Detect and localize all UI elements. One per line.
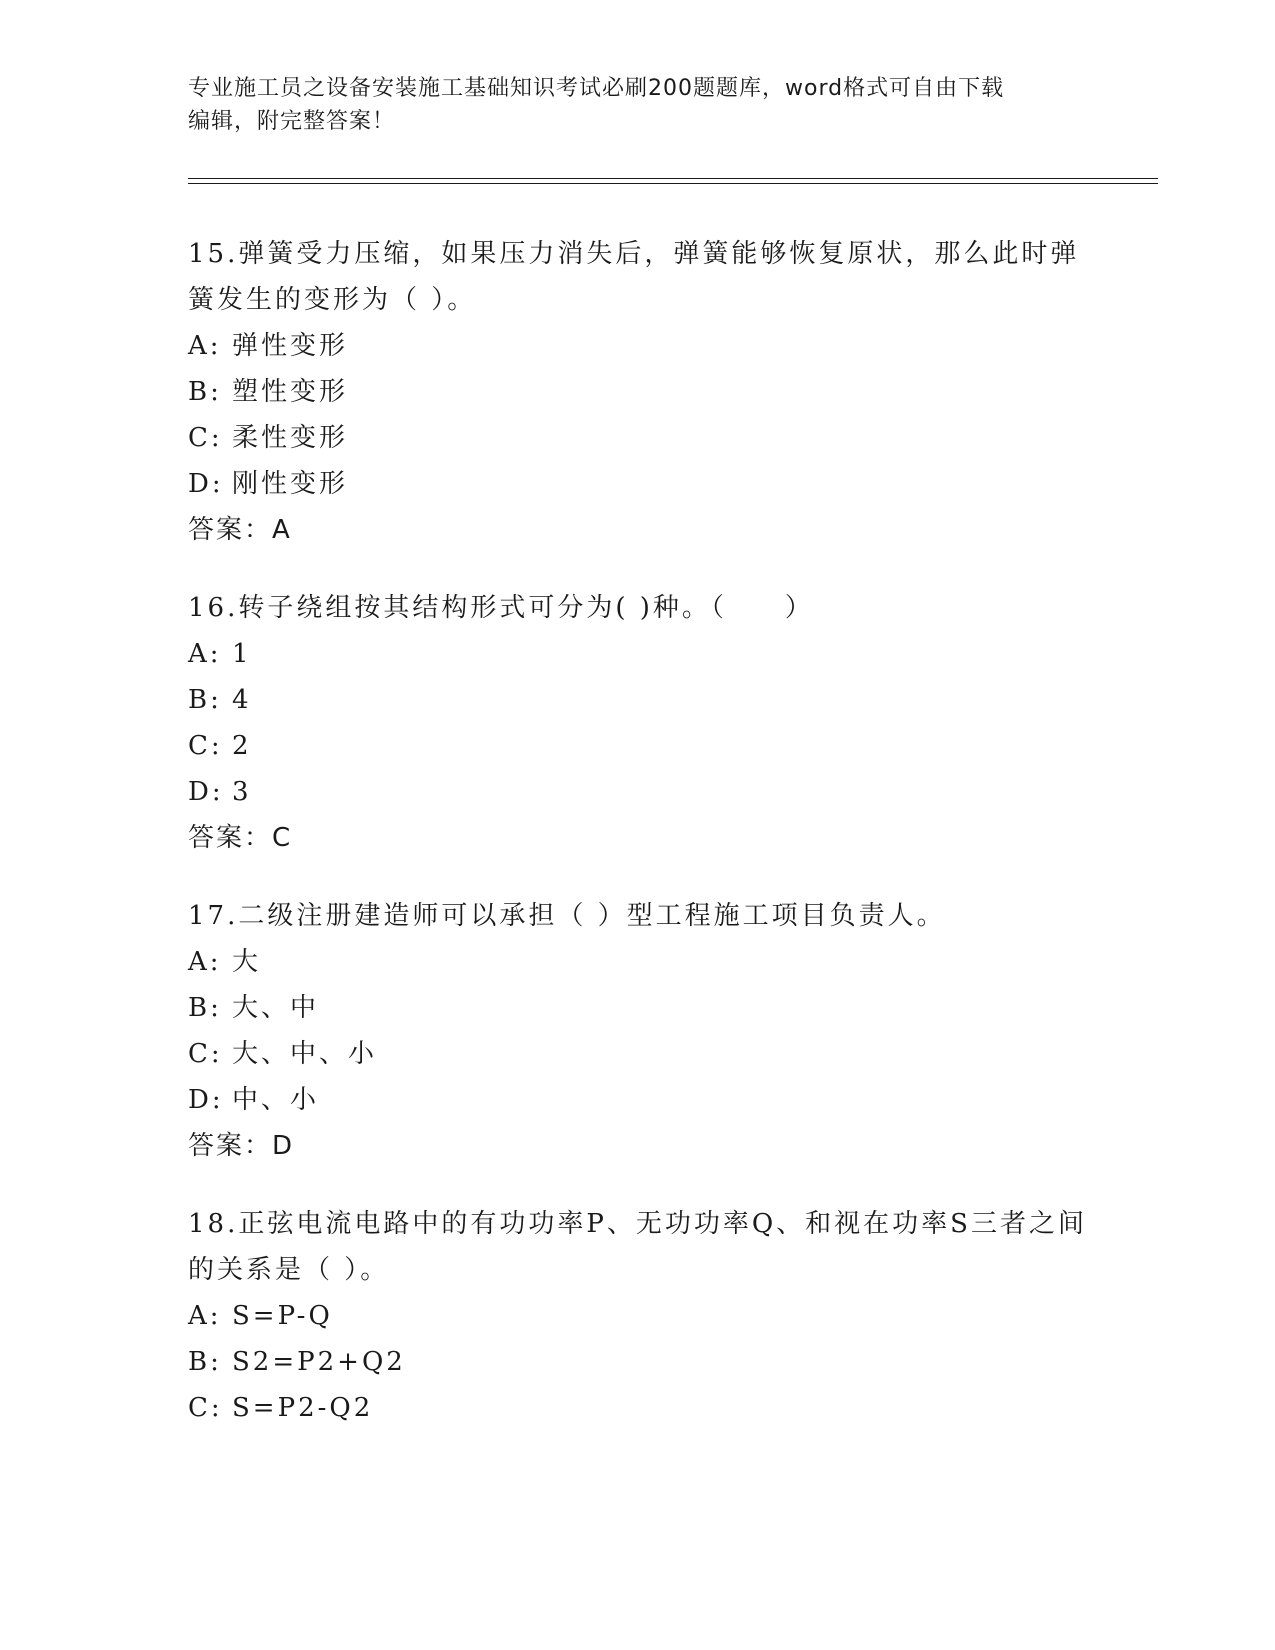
option-text: 2 — [232, 731, 252, 761]
option-text: 4 — [232, 685, 252, 715]
option-text: 大、中 — [232, 993, 320, 1023]
question-15 — [188, 231, 1088, 553]
option-letter: D: — [188, 469, 224, 499]
option-letter: B: — [188, 377, 222, 407]
option-letter: B: — [188, 993, 222, 1023]
option-text: 大 — [232, 947, 262, 977]
answer: 答案：A — [188, 515, 292, 545]
option-letter: C: — [188, 1039, 223, 1069]
option-c — [188, 415, 1088, 461]
option-letter: D: — [188, 1085, 224, 1115]
question-18 — [188, 1201, 1088, 1431]
option-a — [188, 323, 1088, 369]
option-b — [188, 985, 1088, 1031]
answer: 答案：C — [188, 823, 293, 853]
question-stem: 15.弹簧受力压缩，如果压力消失后，弹簧能够恢复原状，那么此时弹簧发生的变形为（ ）。 — [188, 239, 1080, 315]
option-letter: C: — [188, 1393, 223, 1423]
header-divider-top — [188, 178, 1158, 179]
option-letter: A: — [188, 639, 222, 669]
option-text: 大、中、小 — [232, 1039, 378, 1069]
option-text: S=P-Q — [232, 1301, 333, 1331]
option-a — [188, 1293, 1088, 1339]
question-stem: 17.二级注册建造师可以承担（ ）型工程施工项目负责人。 — [188, 901, 946, 931]
answer: 答案：D — [188, 1131, 295, 1161]
option-d — [188, 1077, 1088, 1123]
header-line-2: 编辑，附完整答案！ — [188, 109, 396, 134]
question-stem: 18.正弦电流电路中的有功功率P、无功功率Q、和视在功率S三者之间的关系是（ ）。 — [188, 1209, 1087, 1285]
option-c — [188, 1385, 1088, 1431]
option-letter: C: — [188, 423, 223, 453]
option-letter: C: — [188, 731, 223, 761]
question-16 — [188, 585, 1088, 861]
option-letter: B: — [188, 1347, 222, 1377]
option-b — [188, 369, 1088, 415]
option-text: 弹性变形 — [232, 331, 349, 361]
option-d — [188, 461, 1088, 507]
option-text: 塑性变形 — [232, 377, 349, 407]
option-d — [188, 769, 1088, 815]
question-stem: 16.转子绕组按其结构形式可分为( )种。（ ） — [188, 593, 814, 623]
option-b — [188, 1339, 1088, 1385]
question-17 — [188, 893, 1088, 1169]
option-letter: A: — [188, 947, 222, 977]
option-a — [188, 631, 1088, 677]
document-header — [188, 72, 1088, 138]
header-divider-bottom — [188, 183, 1158, 184]
option-text: 刚性变形 — [232, 469, 349, 499]
option-c — [188, 1031, 1088, 1077]
option-b — [188, 677, 1088, 723]
option-text: 中、小 — [232, 1085, 320, 1115]
option-c — [188, 723, 1088, 769]
option-text: S2=P2+Q2 — [232, 1347, 406, 1377]
option-text: S=P2-Q2 — [232, 1393, 374, 1423]
option-letter: A: — [188, 1301, 222, 1331]
header-line-1: 专业施工员之设备安装施工基础知识考试必刷200题题库，word格式可自由下载 — [188, 76, 1005, 101]
question-list — [188, 231, 1088, 1463]
option-letter: A: — [188, 331, 222, 361]
option-text: 柔性变形 — [232, 423, 349, 453]
option-letter: B: — [188, 685, 222, 715]
option-text: 3 — [232, 777, 252, 807]
option-a — [188, 939, 1088, 985]
option-text: 1 — [232, 639, 252, 669]
option-letter: D: — [188, 777, 224, 807]
